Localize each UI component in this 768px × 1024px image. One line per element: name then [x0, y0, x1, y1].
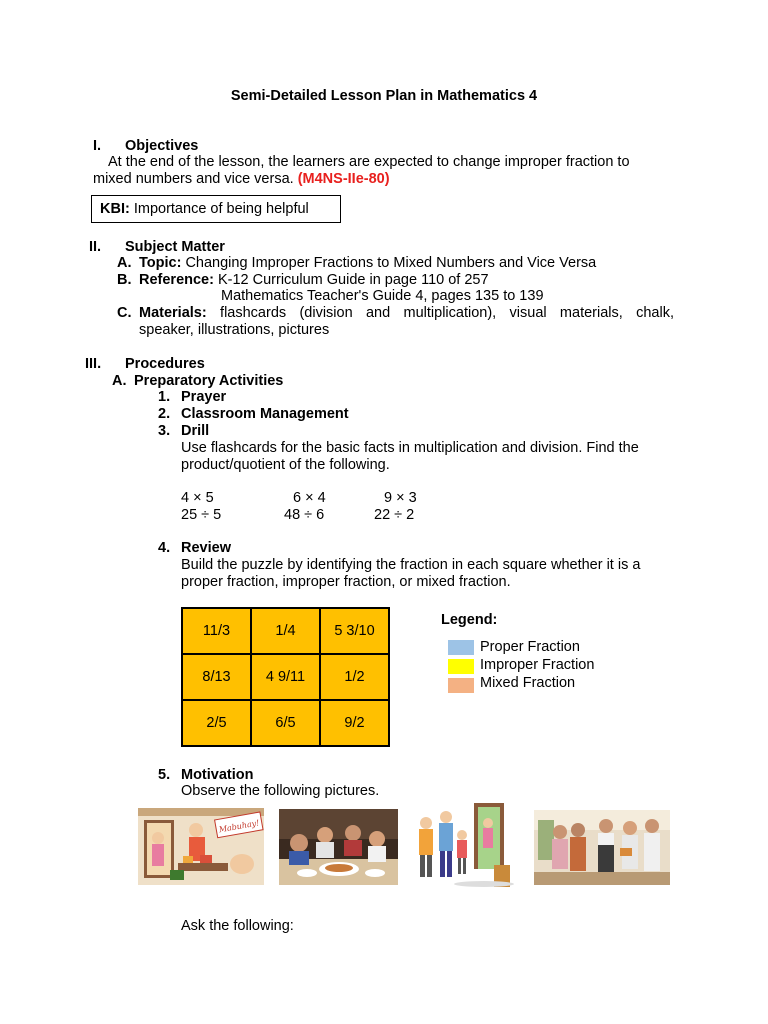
- drill-item: 9 × 3: [384, 490, 417, 506]
- item-classroom-number: 2.: [158, 406, 171, 422]
- page-title: Semi-Detailed Lesson Plan in Mathematics 4: [230, 88, 538, 104]
- topic-label: Topic:: [139, 255, 182, 271]
- materials-label: Materials:: [139, 305, 207, 321]
- puzzle-cell[interactable]: 4 9/11: [251, 654, 320, 700]
- topic-letter: A.: [117, 255, 132, 271]
- item-prayer-number: 1.: [158, 389, 171, 405]
- puzzle-cell[interactable]: 8/13: [182, 654, 251, 700]
- materials-letter: C.: [117, 305, 132, 321]
- drill-item: 6 × 4: [293, 490, 326, 506]
- materials-text-1: flashcards (division and multiplication), visual materials, chalk,: [220, 305, 675, 321]
- prep-letter: A.: [112, 373, 127, 389]
- item-drill-number: 3.: [158, 423, 171, 439]
- welcome-sign-text: Mabuhay!: [218, 818, 260, 835]
- reference-text-2: Mathematics Teacher's Guide 4, pages 135 to 139: [221, 288, 544, 304]
- drill-text-1: Use flashcards for the basic facts in multiplication and division. Find the: [181, 440, 639, 456]
- motivation-number: 5.: [158, 767, 171, 783]
- procedures-number: III.: [85, 356, 102, 372]
- legend-swatch-proper: [448, 640, 474, 655]
- drill-text-2: product/quotient of the following.: [181, 457, 390, 473]
- procedures-heading: Procedures: [125, 356, 205, 372]
- topic-text: Changing Improper Fractions to Mixed Numbers and Vice Versa: [185, 255, 597, 271]
- puzzle-cell[interactable]: 5 3/10: [320, 608, 389, 654]
- review-text-1: Build the puzzle by identifying the fraction in each square whether it is a: [181, 557, 641, 573]
- materials-line: [139, 305, 674, 321]
- drill-item: 25 ÷ 5: [181, 507, 222, 523]
- legend-swatch-mixed: [448, 678, 474, 693]
- objectives-heading: Objectives: [125, 138, 199, 154]
- drill-item: 4 × 5: [181, 490, 214, 506]
- subject-heading: Subject Matter: [125, 239, 225, 255]
- objectives-text-line1: At the end of the lesson, the learners are expected to change improper fraction to: [108, 154, 630, 170]
- kbi-text: Importance of being helpful: [133, 201, 309, 217]
- fraction-puzzle-grid: [181, 607, 390, 747]
- objectives-text-line2: [93, 171, 390, 187]
- puzzle-cell[interactable]: 1/2: [320, 654, 389, 700]
- topic-line: [139, 255, 596, 271]
- legend-swatch-improper: [448, 659, 474, 674]
- ask-text: Ask the following:: [181, 918, 294, 934]
- reference-line: [139, 272, 489, 288]
- puzzle-cell[interactable]: 2/5: [182, 700, 251, 746]
- picture-visitors-illustration: [414, 799, 517, 891]
- review-heading: Review: [181, 540, 231, 556]
- picture-welcome-illustration: [138, 808, 264, 885]
- legend-title: Legend:: [441, 612, 498, 628]
- reference-letter: B.: [117, 272, 132, 288]
- subject-number: II.: [89, 239, 102, 255]
- legend-label-improper: Improper Fraction: [480, 657, 595, 673]
- reference-label: Reference:: [139, 272, 214, 288]
- prep-label: Preparatory Activities: [134, 373, 284, 389]
- objectives-text: mixed numbers and vice versa.: [93, 171, 294, 187]
- reference-text-1: K-12 Curriculum Guide in page 110 of 257: [217, 272, 489, 288]
- puzzle-cell[interactable]: 1/4: [251, 608, 320, 654]
- item-prayer: Prayer: [181, 389, 227, 405]
- objectives-number: I.: [93, 138, 102, 154]
- competency-code: (M4NS-IIe-80): [297, 171, 390, 187]
- review-text-2: proper fraction, improper fraction, or mixed fraction.: [181, 574, 511, 590]
- kbi-box: [91, 195, 341, 223]
- kbi-label: KBI:: [100, 201, 130, 217]
- legend-label-proper: Proper Fraction: [480, 639, 580, 655]
- legend-label-mixed: Mixed Fraction: [480, 675, 576, 691]
- picture-greeting-photo: [534, 810, 670, 885]
- picture-family-meal-photo: [279, 809, 398, 885]
- puzzle-cell[interactable]: 11/3: [182, 608, 251, 654]
- motivation-text: Observe the following pictures.: [181, 783, 380, 799]
- review-number: 4.: [158, 540, 171, 556]
- puzzle-cell[interactable]: 6/5: [251, 700, 320, 746]
- item-classroom-management: Classroom Management: [181, 406, 349, 422]
- materials-text-2: speaker, illustrations, pictures: [139, 322, 330, 338]
- drill-item: 48 ÷ 6: [284, 507, 325, 523]
- motivation-heading: Motivation: [181, 767, 254, 783]
- item-drill: Drill: [181, 423, 210, 439]
- drill-item: 22 ÷ 2: [374, 507, 415, 523]
- puzzle-cell[interactable]: 9/2: [320, 700, 389, 746]
